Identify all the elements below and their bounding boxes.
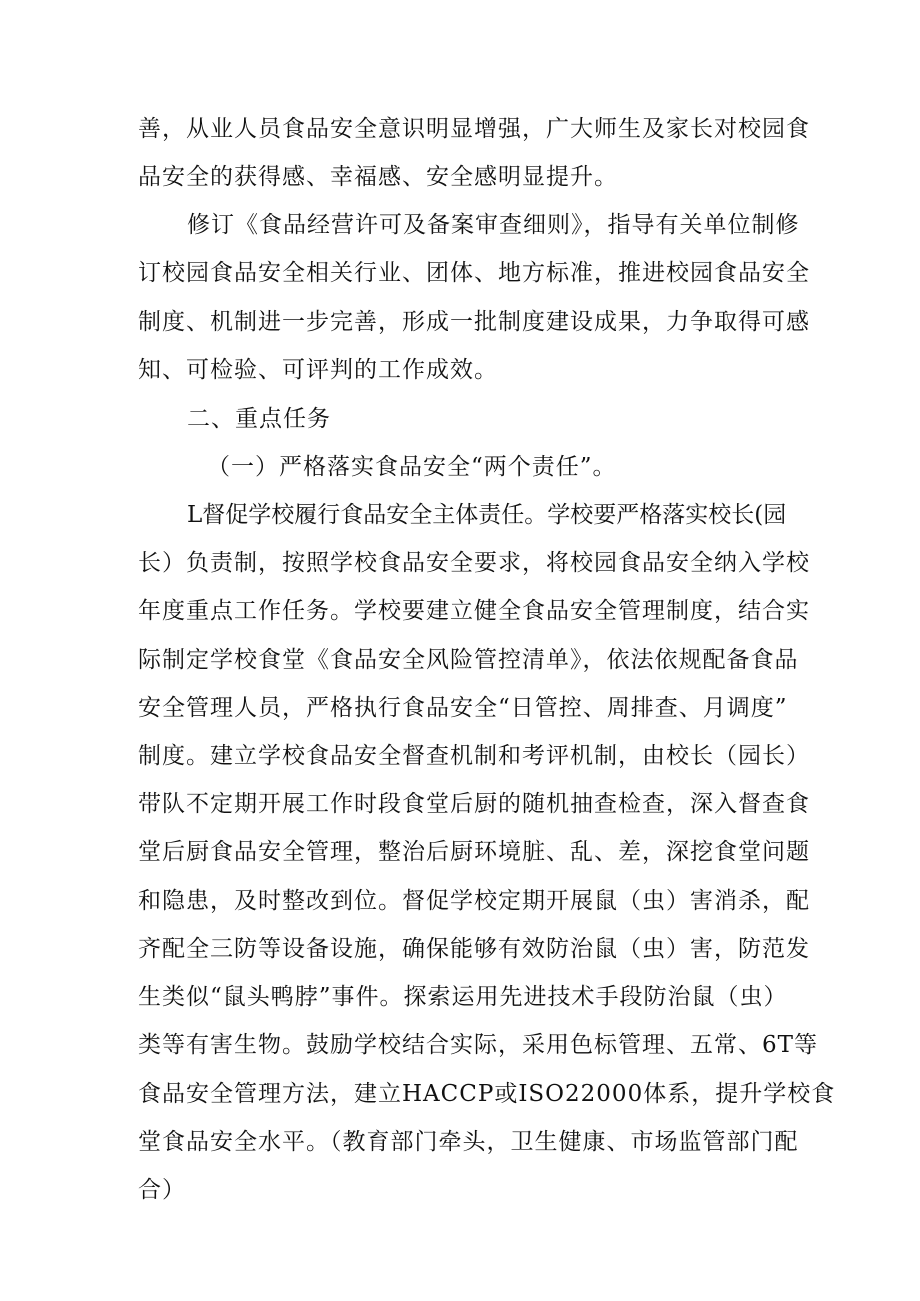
text-line: 善，从业人员食品安全意识明显增强，广大师生及家长对校园食 [138, 116, 810, 142]
text-line: 堂后厨食品安全管理，整治后厨环境脏、乱、差，深挖食堂问题 [138, 839, 810, 865]
text-line: 订校园食品安全相关行业、团体、地方标准，推进校园食品安全 [138, 260, 810, 286]
text-line: 齐配全三防等设备设施，确保能够有效防治鼠（虫）害，防范发 [138, 936, 810, 962]
subsection-heading: （一）严格落实食品安全“两个责任”。 [207, 454, 617, 480]
text-line: 生类似“鼠头鸭脖”事件。探索运用先进技术手段防治鼠（虫） [138, 984, 788, 1010]
text-line: 年度重点工作任务。学校要建立健全食品安全管理制度，结合实 [138, 598, 810, 624]
text-line: 和隐患，及时整改到位。督促学校定期开展鼠（虫）害消杀，配 [138, 888, 810, 914]
text-line: 类等有害生物。鼓励学校结合实际，采用色标管理、五常、6T等 [138, 1032, 818, 1058]
text-line: L督促学校履行食品安全主体责任。学校要严格落实校长(园 [187, 502, 787, 528]
text-line: 安全管理人员，严格执行食品安全“日管控、周排查、月调度” [138, 695, 788, 721]
text-line: 带队不定期开展工作时段食堂后厨的随机抽查检查，深入督查食 [138, 791, 810, 817]
text-line: 修订《食品经营许可及备案审查细则》，指导有关单位制修 [187, 212, 800, 238]
text-line: 际制定学校食堂《食品安全风险管控清单》，依法依规配备食品 [138, 647, 799, 673]
text-line: 制度。建立学校食品安全督查机制和考评机制，由校长（园长） [138, 743, 810, 769]
section-heading: 二、重点任务 [187, 406, 331, 432]
text-line: 食品安全管理方法，建立HACCP或ISO22000体系，提升学校食 [138, 1081, 836, 1107]
text-line: 品安全的获得感、幸福感、安全感明显提升。 [138, 164, 618, 190]
text-line: 制度、机制进一步完善，形成一批制度建设成果，力争取得可感 [138, 309, 810, 335]
text-line: 知、可检验、可评判的工作成效。 [138, 357, 498, 383]
text-line: 堂食品安全水平。（教育部门牵头，卫生健康、市场监管部门配 [138, 1129, 799, 1155]
text-line: 合） [138, 1177, 186, 1203]
text-line: 长）负责制，按照学校食品安全要求，将校园食品安全纳入学校 [138, 550, 810, 576]
